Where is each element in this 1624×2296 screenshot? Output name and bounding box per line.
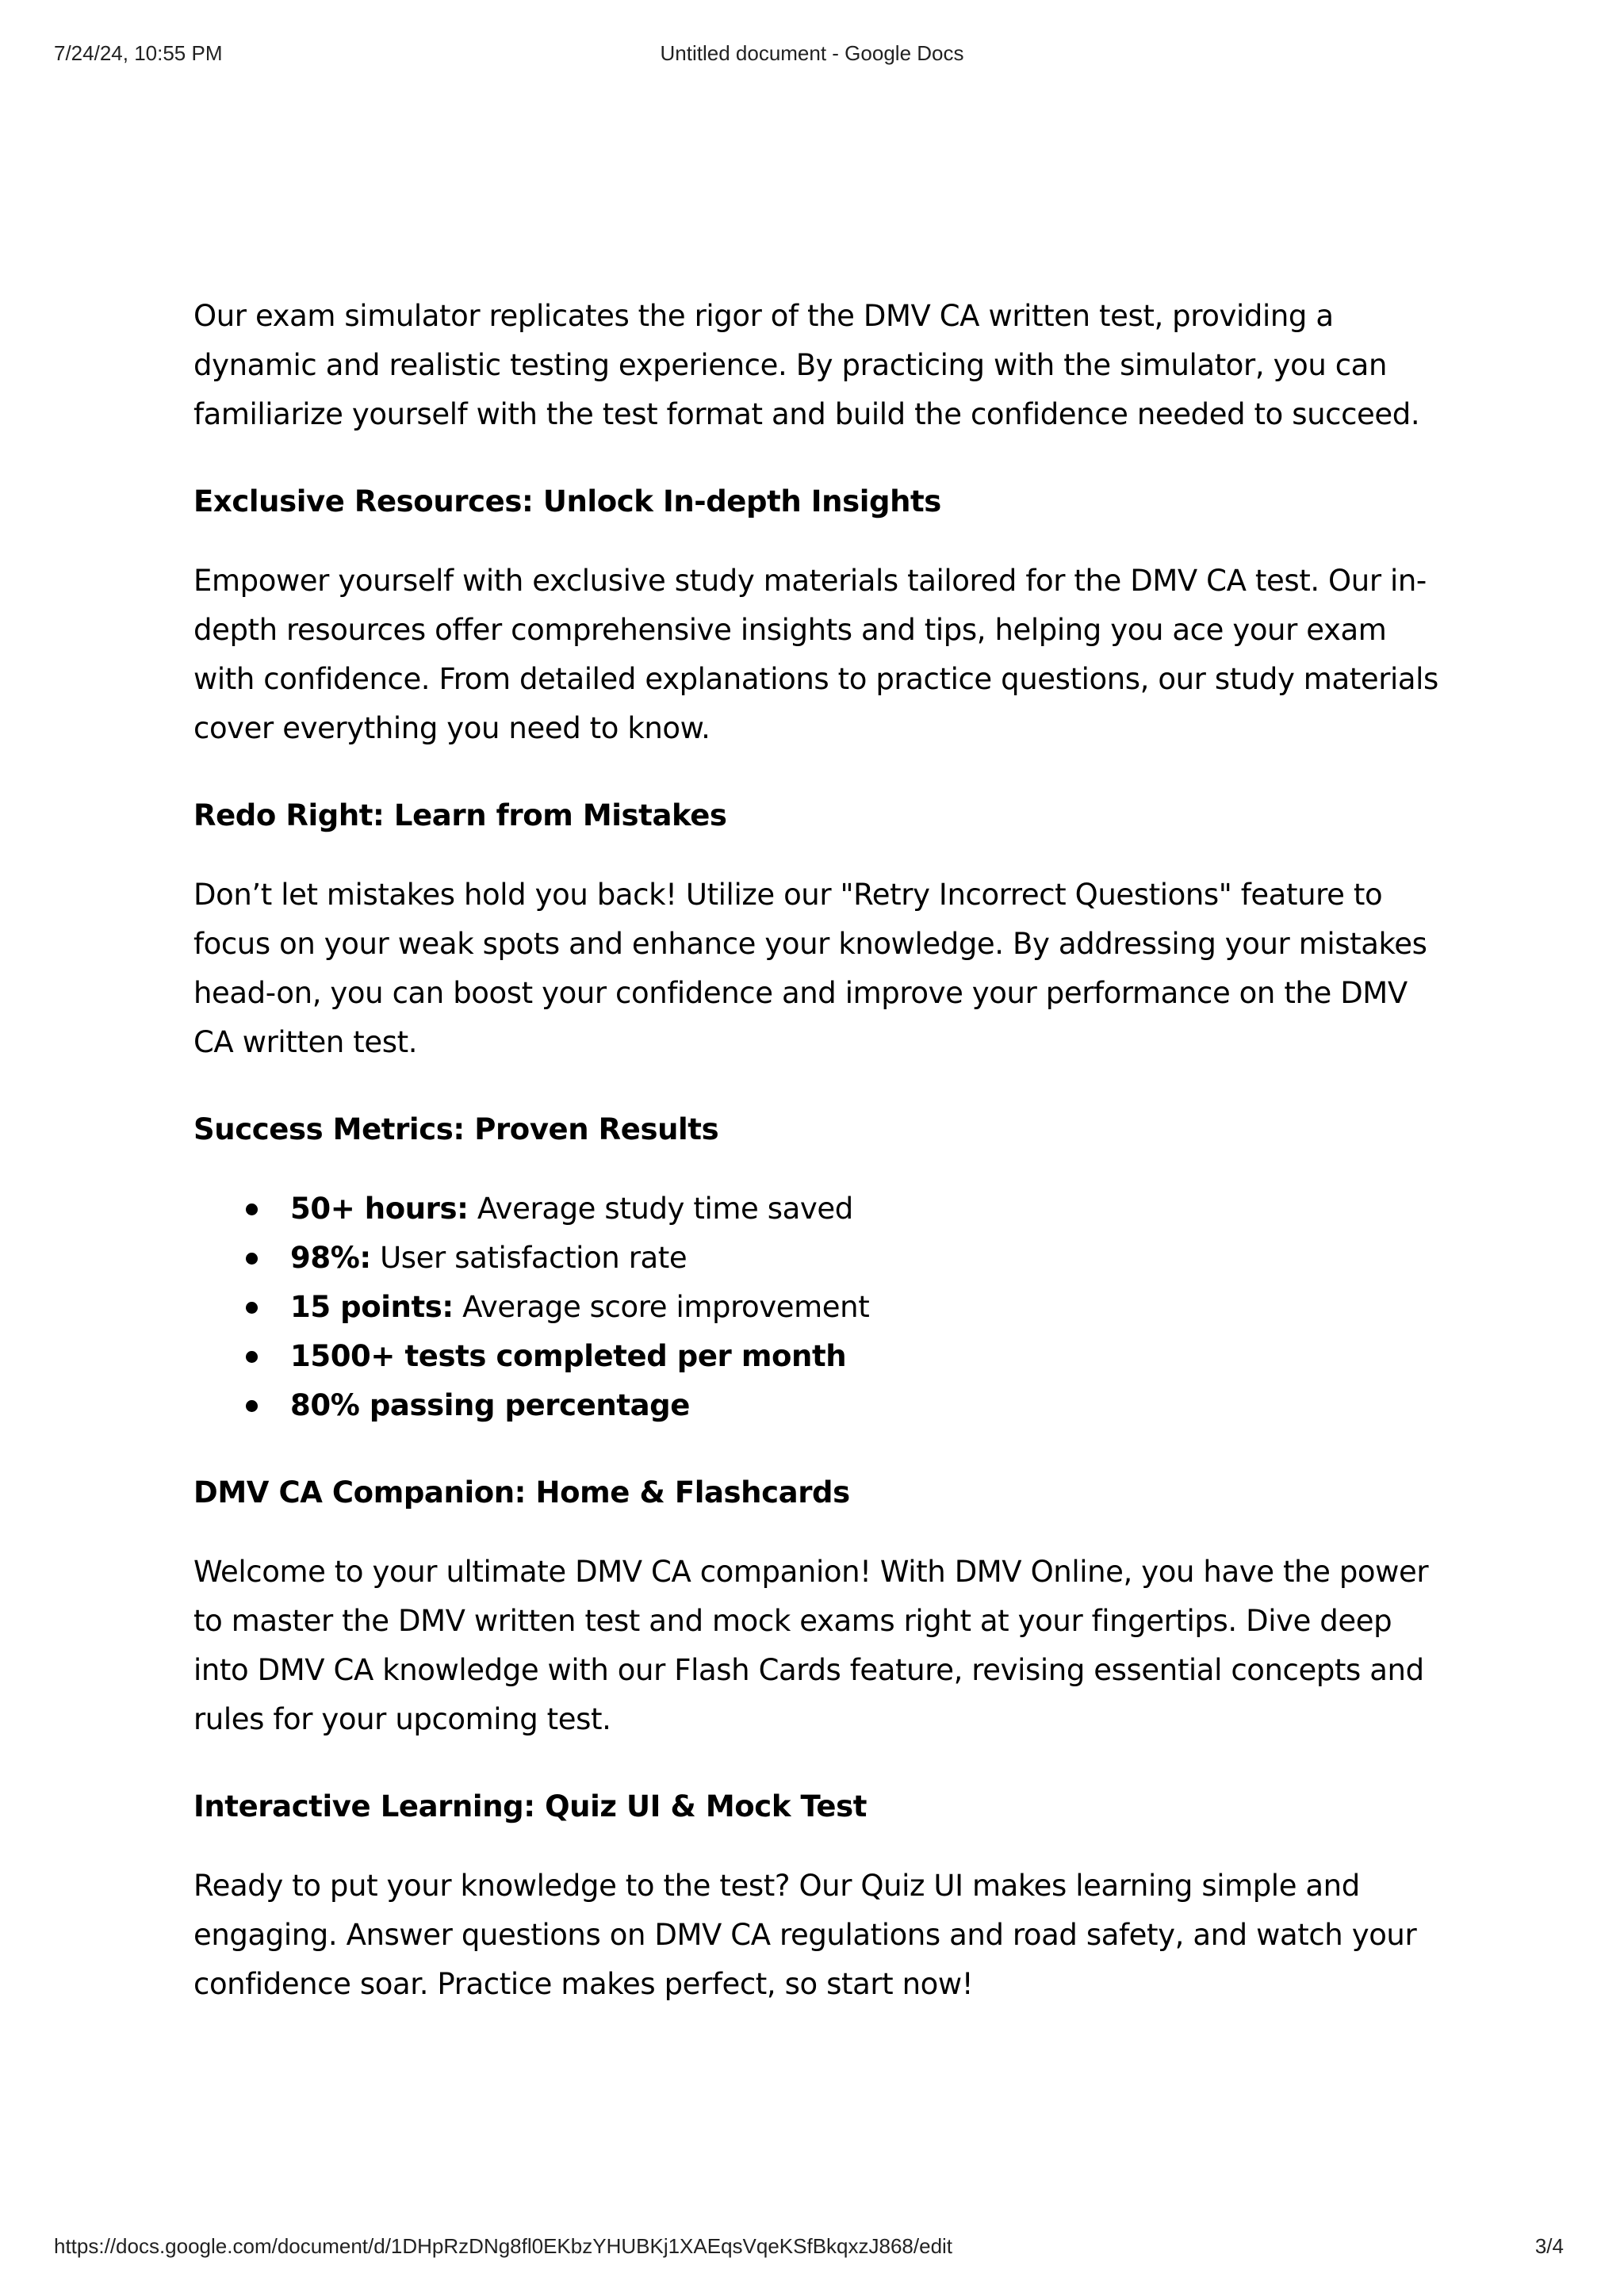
bullet-icon xyxy=(246,1351,258,1363)
metric-bold: 50+ hours: xyxy=(290,1192,469,1226)
exclusive-resources-paragraph: Empower yourself with exclusive study materials tailored for the DMV CA test. Our in-depth resources offer comprehensive insights and tips, helping you ace your exam with confidence. From detailed explanations to practice questions, our study materials cover everything you need to know. xyxy=(193,564,1438,745)
bullet-icon xyxy=(246,1253,258,1265)
metric-text: User satisfaction rate xyxy=(370,1241,688,1275)
bullet-icon xyxy=(246,1203,258,1215)
document-body xyxy=(193,292,1446,2047)
bullet-icon xyxy=(246,1400,258,1412)
list-item xyxy=(193,1234,1446,1283)
print-header xyxy=(0,41,1624,70)
heading-redo-right: Redo Right: Learn from Mistakes xyxy=(193,798,727,832)
metric-bold: 15 points: xyxy=(290,1290,454,1324)
list-item xyxy=(193,1283,1446,1332)
bullet-icon xyxy=(246,1302,258,1314)
metric-bold: 1500+ tests completed per month xyxy=(290,1339,847,1373)
heading-exclusive-resources: Exclusive Resources: Unlock In-depth Insights xyxy=(193,484,941,519)
heading-interactive-learning: Interactive Learning: Quiz UI & Mock Test xyxy=(193,1789,868,1823)
redo-right-paragraph: Don’t let mistakes hold you back! Utilize our "Retry Incorrect Questions" feature to focus on your weak spots and enhance your knowledge. By addressing your mistakes head-on, you can boost your confidence and improve your performance on the DMV CA written test. xyxy=(193,878,1427,1059)
document-title: Untitled document - Google Docs xyxy=(660,41,964,65)
heading-success-metrics: Success Metrics: Proven Results xyxy=(193,1112,719,1146)
print-datetime: 7/24/24, 10:55 PM xyxy=(54,41,223,65)
print-footer xyxy=(0,2234,1624,2263)
metric-bold: 80% passing percentage xyxy=(290,1388,690,1422)
metric-text: Average score improvement xyxy=(453,1290,870,1324)
metric-bold: 98%: xyxy=(290,1241,371,1275)
metric-text: Average study time saved xyxy=(468,1192,853,1226)
interactive-learning-paragraph: Ready to put your knowledge to the test? Our Quiz UI makes learning simple and engaging. Answer questions on DMV CA regulations and road safety, and watch your confidence soar. Practice makes perfect, so start now! xyxy=(193,1869,1417,2001)
companion-paragraph: Welcome to your ultimate DMV CA companion! With DMV Online, you have the power to master the DMV written test and mock exams right at your fingertips. Dive deep into DMV CA knowledge with our Flash Cards feature, revising essential concepts and rules for your upcoming test. xyxy=(193,1555,1429,1736)
document-url: https://docs.google.com/document/d/1DHpRzDNg8fl0EKbzYHUBKj1XAEqsVqeKSfBkqxzJ868/edit xyxy=(54,2234,953,2258)
intro-paragraph: Our exam simulator replicates the rigor of the DMV CA written test, providing a dynamic and realistic testing experience. By practicing with the simulator, you can familiarize yourself with the test format and build the confidence needed to succeed. xyxy=(193,299,1420,431)
heading-companion: DMV CA Companion: Home & Flashcards xyxy=(193,1475,850,1510)
page-number: 3/4 xyxy=(1534,2234,1564,2258)
list-item xyxy=(193,1332,1446,1381)
list-item xyxy=(193,1184,1446,1234)
list-item xyxy=(193,1381,1446,1430)
metrics-list xyxy=(193,1184,1446,1430)
